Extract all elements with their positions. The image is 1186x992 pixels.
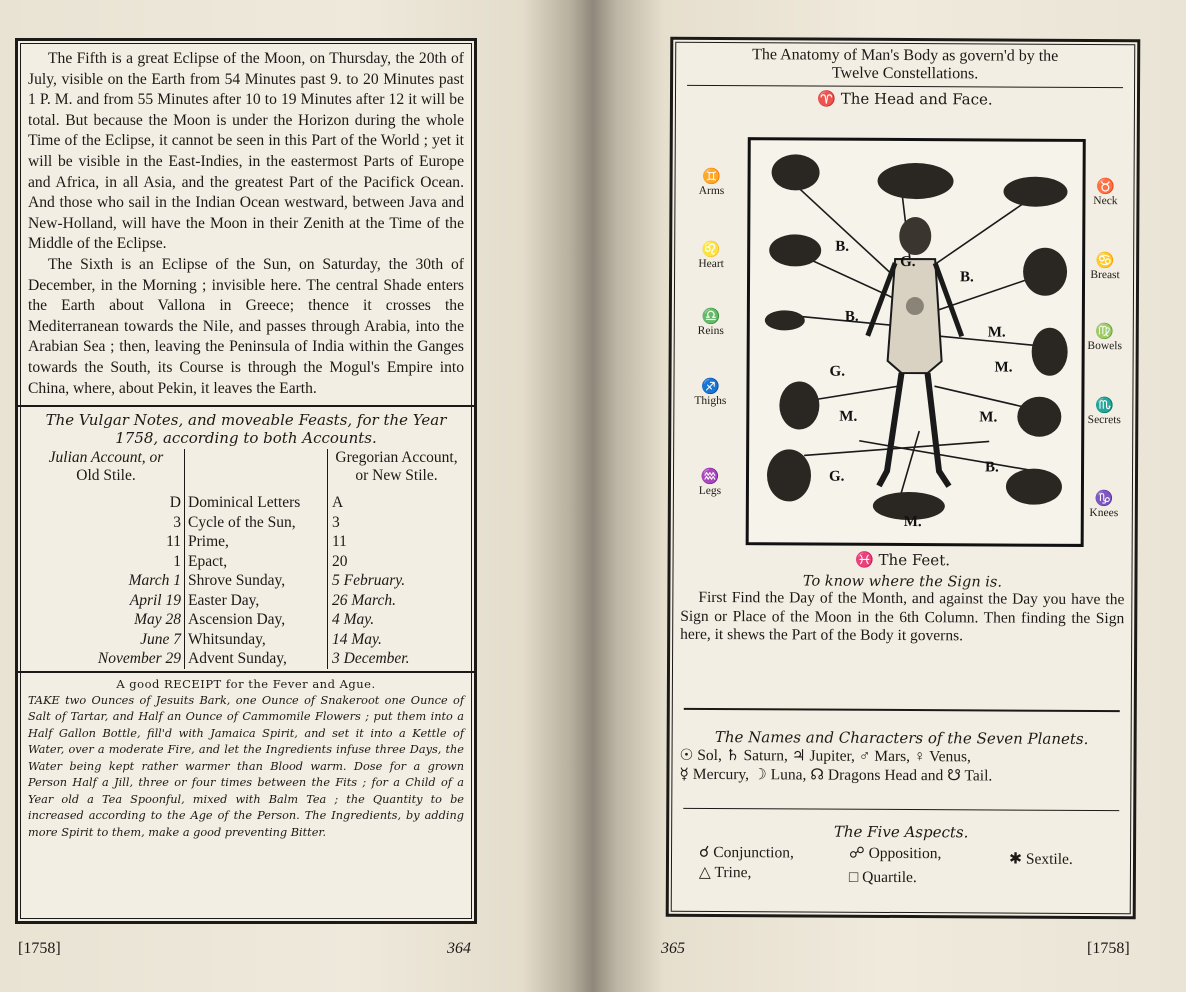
zodiac-glyph-icon: ♏: [1094, 398, 1114, 415]
receipt-title: A good RECEIPT for the Fever and Ague.: [116, 676, 376, 691]
know-title: To know where the Sign is.: [802, 573, 1003, 591]
head-sign-label: ♈ The Head and Face.: [817, 89, 993, 109]
know-text: First Find the Day of the Month, and against the Day you have the Sign or Place of the Moon in the 6th Column. Then finding the Sign here, it shews the Part of the Body it governs.: [680, 588, 1125, 645]
zodiac-glyph-icon: ♐: [701, 378, 720, 396]
zodiac-glyph-icon: ♋: [1095, 253, 1115, 270]
aspect-name: Quartile.: [862, 868, 917, 887]
feast-name-cell: Epact,: [185, 552, 328, 572]
body-part-label: Knees: [1089, 506, 1119, 520]
planets-rule: [684, 708, 1120, 712]
julian-cell: 3: [173, 513, 181, 531]
zodiac-glyph-icon: ♑: [1094, 491, 1114, 508]
eclipse-text: [28, 49, 464, 399]
aspect-name: Sextile.: [1025, 850, 1073, 868]
sign-label-arms: [682, 170, 740, 198]
aspect-name: Conjunction,: [713, 844, 794, 862]
zodiac-glyph-icon: ♉: [1096, 179, 1115, 196]
feast-row: [28, 513, 464, 533]
gregorian-header-line-1: Gregorian Account,: [335, 449, 458, 467]
feast-row: [28, 649, 464, 669]
sign-label-heart: [682, 243, 740, 271]
woodcut-letter: M.: [903, 514, 922, 531]
aspect-name: Trine,: [714, 864, 752, 882]
eclipse-paragraph-sixth: The Sixth is an Eclipse of the Sun, on Saturday, the 30th of December, in the Morning ; invisible here. The central Shade enters the Earth about Vallona in Greece; thence it crosses the Mediterranean towards the Nile, and passes through Arabia, into the Arabian Sea ; then, leaving the Peninsula of India within the Ganges towards the South, its Course is through the Mogul's Empire into China, where, about Pekin, it leaves the Earth.: [28, 255, 464, 397]
aspect-symbol-icon: ☌: [698, 843, 710, 861]
anatomy-title-line-2: Twelve Constellations.: [831, 64, 979, 83]
feast-name-cell: Easter Day,: [185, 591, 328, 611]
feast-row: [28, 630, 464, 650]
feast-name-cell: Advent Sunday,: [185, 649, 328, 669]
gregorian-cell: 20: [332, 552, 348, 570]
planets-line-2: ☿ Mercury, ☽ Luna, ☊ Dragons Head and ☋ Tail.: [679, 765, 993, 785]
feasts-header-row: [28, 449, 464, 493]
julian-cell: 1: [173, 552, 181, 570]
feasts-title: [28, 411, 464, 447]
gregorian-cell: 3 December.: [332, 650, 410, 668]
body-part-label: Breast: [1090, 268, 1120, 282]
woodcut-letter: B.: [844, 308, 859, 325]
aspect-symbol-icon: △: [698, 863, 711, 881]
body-part-label: Thighs: [694, 394, 727, 408]
feast-row: [28, 493, 464, 513]
sign-label-reins: [682, 310, 740, 338]
body-part-label: Secrets: [1087, 413, 1121, 427]
aspect-opposition: [849, 845, 941, 863]
body-part-label: Heart: [698, 257, 724, 271]
feast-row: [28, 571, 464, 591]
feast-name-cell: Cycle of the Sun,: [185, 513, 328, 533]
feast-name-header: [185, 449, 328, 493]
zodiac-glyph-icon: ♌: [701, 241, 721, 259]
receipt-text: TAKE two Ounces of Jesuits Bark, one Ounce of Snakeroot one Ounce of Salt of Tartar, and Half an Ounce of Cammomile Flowers ; put them into a Half Gallon Bottle, fill'd with Jamaica Spirit, and set it into a Kettle of Water, over a moderate Fire, and let the Ingredients infuse three Days, the Water being kept rather warmer than Blood warm. Dose for a grown Person Half a Jill, three or four times between the Fits ; for a Child of a Year old a Tea Spoonful, mixed with Balm Tea ; the Quantity to be increased according to the Age of the Person. The Ingredients, by adding more Spirit to them, make a good preventing Bitter.: [28, 693, 464, 839]
julian-header-line-1: Julian Account, or: [48, 449, 164, 467]
aspects-title: The Five Aspects.: [833, 822, 969, 842]
woodcut-letter: G.: [900, 253, 916, 271]
woodcut-letter: B.: [960, 269, 974, 286]
woodcut-letter: M.: [994, 359, 1013, 376]
julian-cell: D: [169, 494, 181, 512]
woodcut-letter: B.: [835, 238, 850, 255]
right-page-frame: [666, 37, 1141, 919]
aspect-quartile: [849, 869, 917, 887]
woodcut-letter: B.: [985, 459, 999, 476]
sign-label-thighs: [681, 380, 739, 408]
julian-cell: April 19: [129, 591, 181, 609]
eclipse-paragraph-fifth: The Fifth is a great Eclipse of the Moon, on Thursday, the 20th of July, visible on the Earth from 54 Minutes past 9. to 20 Minutes past 1 P. M. and from 55 Minutes after 10 to 19 Minutes after 12 it will be total. But because the Moon is under the Horizon during the whole Time of the Eclipse, it cannot be seen in this Part of the World ; yet it will be visible in the East-Indies, in the eastermost Parts of Europe and Africa, in all Asia, and the greatest Part of the Pacifick Ocean. And those who sail in the Indian Ocean westward, between Java and New-Holland, will have the Moon in their Zenith at the Time of the Middle of the Eclipse.: [28, 50, 464, 253]
planets-title: The Names and Characters of the Seven Planets.: [714, 728, 1089, 748]
zodiac-glyph-icon: ♎: [701, 308, 721, 326]
julian-header-line-2: Old Stile.: [76, 467, 136, 485]
feast-row: [28, 532, 464, 552]
anatomy-title: [681, 46, 1129, 84]
right-footer-year: [1758]: [1087, 940, 1130, 957]
planets-line-1: ☉ Sol, ♄ Saturn, ♃ Jupiter, ♂ Mars, ♀ Venus,: [679, 746, 971, 766]
zodiac-glyph-icon: ♒: [700, 468, 720, 486]
feet-sign-label: ♓ The Feet.: [855, 550, 951, 570]
woodcut-letter: M.: [839, 408, 858, 425]
body-part-label: Arms: [698, 184, 725, 198]
gregorian-cell: 3: [332, 513, 340, 531]
zodiac-glyph-icon: ♍: [1095, 324, 1115, 341]
moveable-feasts-table: [28, 449, 464, 669]
woodcut-letter: M.: [979, 409, 998, 426]
julian-cell: June 7: [140, 630, 181, 648]
section-divider: [18, 405, 474, 407]
feasts-title-line-1: The Vulgar Notes, and moveable Feasts, for the Year: [45, 411, 447, 430]
anatomy-title-line-1: The Anatomy of Man's Body as govern'd by the: [752, 46, 1059, 65]
aspect-name: Opposition,: [868, 844, 942, 863]
feast-name-cell: Dominical Letters: [185, 493, 328, 513]
feast-name-cell: Whitsunday,: [185, 630, 328, 650]
gregorian-cell: 14 May.: [332, 630, 382, 648]
feast-row: [28, 552, 464, 572]
right-page-number: 365: [661, 940, 685, 957]
left-page-frame: [15, 38, 477, 924]
feast-row: [28, 591, 464, 611]
aspect-conjunction: [699, 844, 794, 862]
julian-header: [28, 449, 185, 493]
gregorian-cell: 4 May.: [332, 611, 375, 629]
zodiac-man-woodcut: [746, 137, 1086, 547]
aspect-symbol-icon: ☍: [848, 844, 865, 862]
gregorian-cell: 26 March.: [332, 591, 396, 609]
sign-label-legs: [681, 470, 739, 498]
zodiac-man-illustration: [749, 140, 1083, 544]
aspects-list: [679, 844, 1123, 896]
gregorian-header-line-2: or New Stile.: [355, 467, 438, 485]
body-part-label: Legs: [698, 484, 722, 498]
gregorian-cell: A: [332, 494, 344, 512]
aspects-rule: [683, 808, 1119, 811]
aspect-trine: [699, 864, 752, 882]
feast-name-cell: Ascension Day,: [185, 610, 328, 630]
woodcut-letter: G.: [829, 363, 846, 380]
julian-cell: 11: [166, 533, 181, 551]
body-part-label: Neck: [1093, 194, 1118, 208]
aspect-sextile: [1009, 851, 1073, 869]
julian-cell: March 1: [128, 572, 181, 590]
zodiac-glyph-icon: ♊: [702, 168, 721, 186]
aspect-symbol-icon: ✱: [1008, 850, 1023, 868]
title-rule: [687, 85, 1123, 88]
left-footer-year: [1758]: [18, 940, 61, 957]
woodcut-letter: G.: [828, 468, 845, 485]
julian-cell: November 29: [97, 650, 181, 668]
body-part-label: Reins: [697, 324, 724, 338]
feast-name-cell: Prime,: [185, 532, 328, 552]
woodcut-letter: M.: [987, 324, 1006, 341]
aspect-symbol-icon: □: [848, 868, 859, 886]
julian-cell: May 28: [134, 611, 181, 629]
left-page-number: 364: [447, 940, 471, 957]
body-part-label: Bowels: [1087, 339, 1122, 353]
feast-name-cell: Shrove Sunday,: [185, 571, 328, 591]
gregorian-cell: 11: [332, 533, 347, 551]
feast-row: [28, 610, 464, 630]
gregorian-cell: 5 February.: [332, 572, 406, 590]
section-divider: [18, 671, 474, 673]
gregorian-header: [328, 449, 465, 493]
feasts-title-line-2: 1758, according to both Accounts.: [115, 429, 377, 448]
